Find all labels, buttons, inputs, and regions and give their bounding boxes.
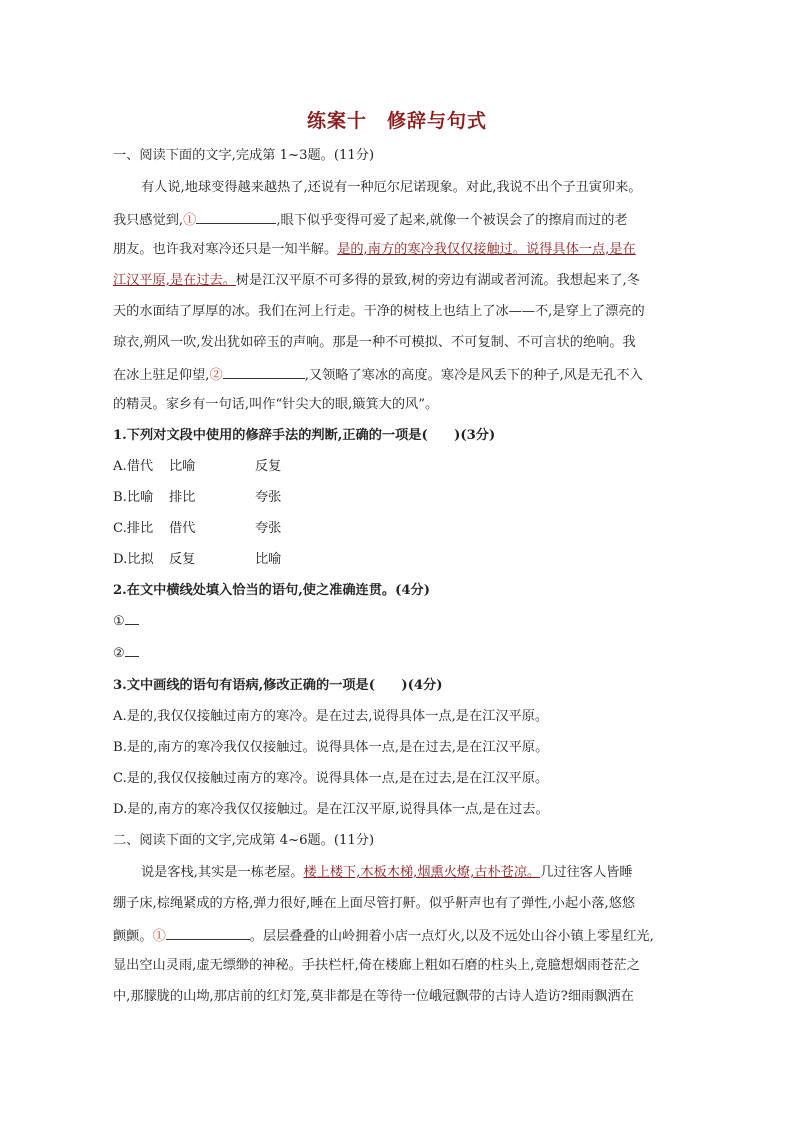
q2-answer-1[interactable]: [113, 612, 139, 632]
option-label: D.比拟: [113, 552, 154, 567]
answer-marker: ①: [113, 614, 125, 629]
passage2-text: 颤颤。: [113, 929, 153, 944]
passage1-line8: 的精灵。家乡有一句话,叫作“针尖大的眼,簸箕大的风”。: [113, 397, 439, 412]
blank-marker-3: ①: [152, 929, 166, 944]
q3-option-d[interactable]: D.是的,南方的寒冷我仅仅接触过。是在江汉平原,说得具体一点,是在过去。: [113, 802, 549, 817]
option-label: A.借代: [113, 459, 154, 474]
q3-option-a[interactable]: A.是的,我仅仅接触过南方的寒冷。是在过去,说得具体一点,是在江汉平原。: [113, 709, 549, 724]
passage1-line7: [113, 364, 643, 386]
option-value: 夸张: [255, 521, 282, 536]
passage2-line5: 中,那朦胧的山坳,那店前的红灯笼,莫非都是在等待一位峨冠飘带的古诗人造访?细雨飘洒在: [113, 989, 634, 1004]
q3-option-c[interactable]: C.是的,我仅仅接触过南方的寒冷。说得具体一点,是在过去,是在江汉平原。: [113, 771, 549, 786]
question-3-stem: 3.文中画线的语句有语病,修改正确的一项是( )(4分): [113, 678, 443, 693]
answer-blank[interactable]: [125, 644, 139, 657]
q2-answer-2[interactable]: [113, 644, 139, 664]
blank-marker-2: ②: [209, 368, 223, 383]
q1-option-d[interactable]: [113, 550, 315, 570]
passage1-text: ,眼下似乎变得可爱了起来,就像一个被误会了的擦肩而过的老: [276, 213, 628, 228]
fill-blank-3[interactable]: [166, 925, 250, 940]
underlined-sentence: 江汉平原,是在过去。: [113, 273, 236, 288]
underlined-sentence: 楼上楼下,木板木梯,烟熏火燎,古朴苍凉。: [303, 865, 541, 880]
passage2-line2: 绷子床,棕绳紧成的方格,弹力很好,睡在上面尽管打鼾。似乎鼾声也有了弹性,小起小落,悠悠: [113, 896, 636, 911]
blank-marker-1: ①: [183, 213, 197, 228]
answer-blank[interactable]: [125, 612, 139, 625]
section2-heading: 二、阅读下面的文字,完成第 4~6题。(11分): [113, 833, 375, 848]
passage2-line4: 显出空山灵雨,虚无缥缈的神秘。手扶栏杆,倚在楼廊上粗如石磨的柱头上,竟臆想烟雨苍茫之: [113, 958, 640, 973]
option-value: 排比: [169, 490, 196, 505]
question-2-stem: 2.在文中横线处填入恰当的语句,使之准确连贯。(4分): [113, 583, 430, 598]
passage2-text: 几过往客人皆睡: [540, 865, 633, 880]
option-value: 比喻: [255, 552, 282, 567]
option-value: 夸张: [255, 490, 282, 505]
passage1-text: ,又领略了寒冰的高度。寒冷是风丢下的种子,风是无孔不入: [304, 368, 643, 383]
fill-blank-2[interactable]: [223, 364, 305, 379]
answer-marker: ②: [113, 646, 125, 661]
option-label: C.排比: [113, 521, 154, 536]
section1-heading: 一、阅读下面的文字,完成第 1~3题。(11分): [113, 148, 375, 163]
passage1-text: 朋友。也许我对寒冷还只是一知半解。: [113, 242, 338, 257]
option-value: 借代: [169, 521, 196, 536]
fill-blank-1[interactable]: [196, 209, 276, 224]
passage1-line4: [113, 271, 640, 291]
q1-option-b[interactable]: [113, 488, 315, 508]
q1-option-c[interactable]: [113, 519, 315, 539]
option-label: B.比喻: [113, 490, 154, 505]
passage2-line3: [113, 925, 654, 947]
q1-option-a[interactable]: [113, 457, 315, 477]
passage1-text: 我只感觉到,: [113, 213, 184, 228]
page-title: 练案十 修辞与句式: [306, 110, 487, 132]
passage2-text: 。层层叠叠的山岭拥着小店一点灯火,以及不远处山谷小镇上零星红光,: [249, 929, 654, 944]
option-value: 反复: [169, 552, 196, 567]
passage1-text: 树是江汉平原不可多得的景致,树的旁边有湖或者河流。我想起来了,冬: [235, 273, 640, 288]
passage1-line3: [113, 240, 636, 260]
passage1-line2: [113, 209, 628, 231]
passage2-text: 说是客栈,其实是一栋老屋。: [141, 865, 304, 880]
q3-option-b[interactable]: B.是的,南方的寒冷我仅仅接触过。说得具体一点,是在过去,是在江汉平原。: [113, 740, 549, 755]
passage1-line6: 琼衣,朔风一吹,发出犹如碎玉的声响。那是一种不可模拟、不可复制、不可言状的绝响。我: [113, 335, 636, 350]
option-value: 反复: [255, 459, 282, 474]
passage1-line5: 天的水面结了厚厚的冰。我们在河上行走。干净的树枝上也结上了冰——不,是穿上了漂亮的: [113, 304, 645, 319]
passage1-text: 在冰上驻足仰望,: [113, 368, 210, 383]
passage1-line1: 有人说,地球变得越来越热了,还说有一种厄尔尼诺现象。对此,我说不出个子丑寅卯来。: [141, 180, 642, 195]
question-1-stem: 1.下列对文段中使用的修辞手法的判断,正确的一项是( )(3分): [113, 428, 496, 443]
option-value: 比喻: [169, 459, 196, 474]
underlined-sentence: 是的,南方的寒冷我仅仅接触过。说得具体一点,是在: [337, 242, 636, 257]
passage2-line1: [141, 863, 633, 883]
